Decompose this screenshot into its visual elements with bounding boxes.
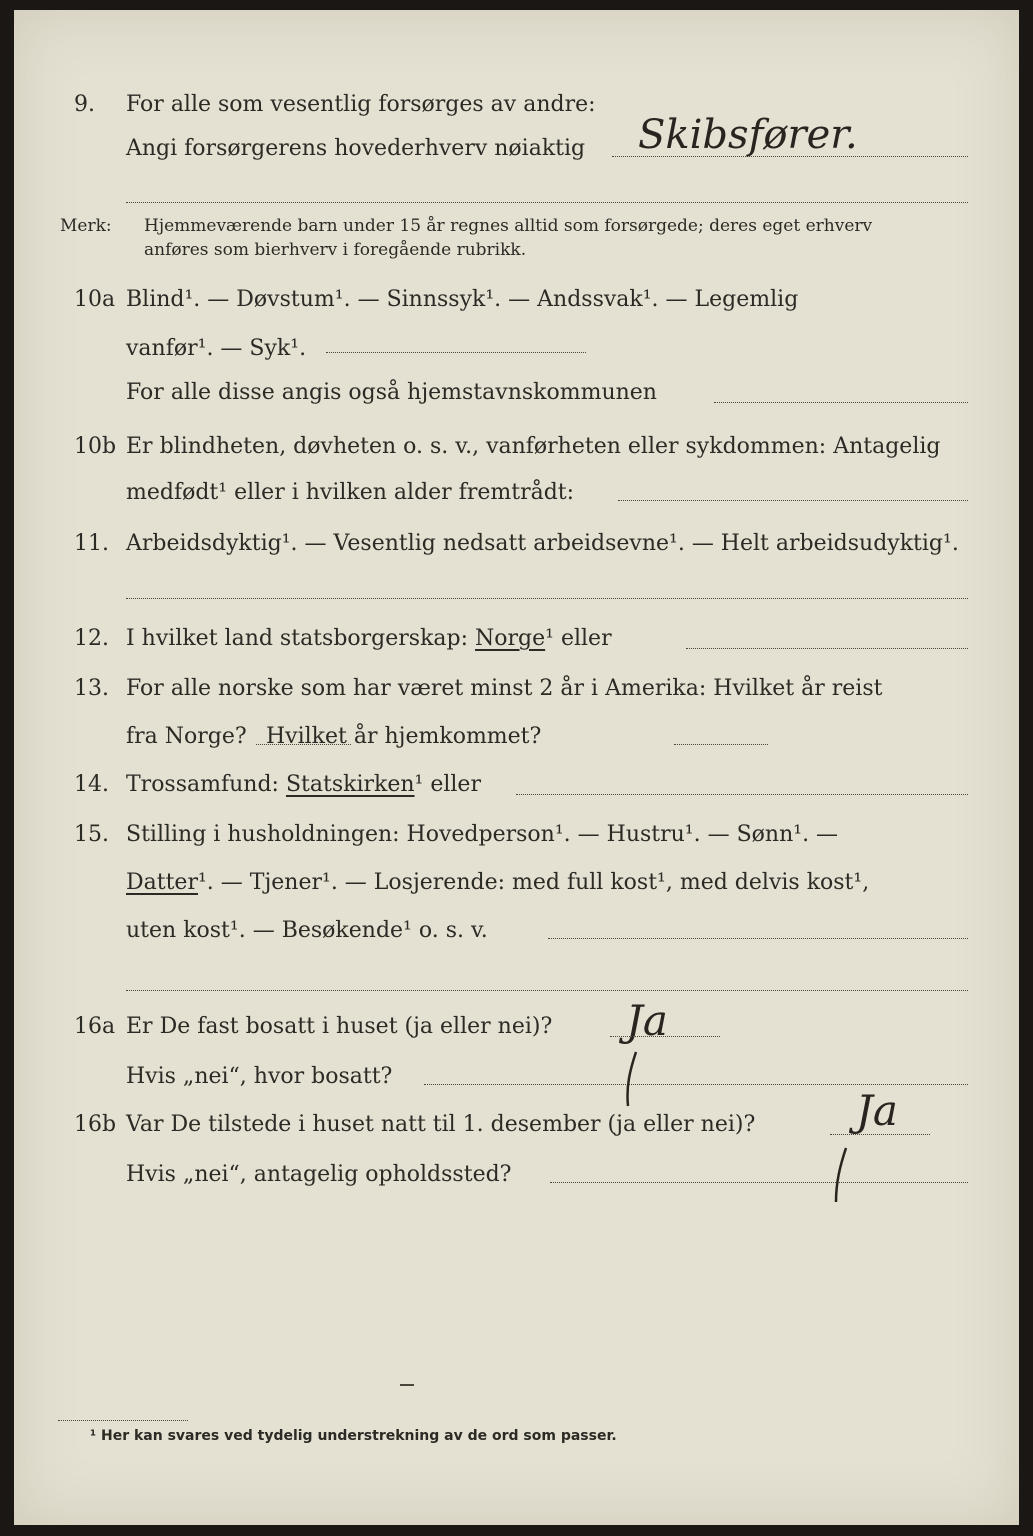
q15-line1: Stilling i husholdningen: Hovedperson¹. — Hustru¹. — Sønn¹. — bbox=[126, 822, 839, 847]
q14-number: 14. bbox=[74, 772, 109, 797]
q10a-number: 10a bbox=[74, 287, 116, 312]
census-form-page bbox=[14, 10, 1019, 1525]
q13-left-line bbox=[256, 744, 351, 745]
q16b-answer-line bbox=[830, 1134, 930, 1135]
q15-line2-rest: ¹. — Tjener¹. — Losjerende: med full kost¹, med delvis kost¹, bbox=[197, 870, 870, 895]
q16b-ditto-stroke bbox=[822, 1146, 862, 1206]
q13-line2a: fra Norge? bbox=[126, 724, 247, 749]
merk-line2: anføres som bierhverv i foregående rubrikk. bbox=[144, 240, 527, 260]
q15-line3: uten kost¹. — Besøkende¹ o. s. v. bbox=[126, 918, 488, 943]
q10a-line2: vanfør¹. — Syk¹. bbox=[126, 336, 307, 361]
q10a-home-line bbox=[714, 402, 968, 403]
footnote-divider bbox=[58, 1420, 188, 1421]
q13-line2b: Hvilket år hjemkommet? bbox=[266, 724, 542, 749]
q12-pre: I hvilket land statsborgerskap: bbox=[126, 626, 469, 651]
q16a-ditto-stroke bbox=[614, 1050, 654, 1110]
q11-number: 11. bbox=[74, 531, 109, 556]
q16a-line1: Er De fast bosatt i huset (ja eller nei)? bbox=[126, 1014, 553, 1039]
q14-post: ¹ eller bbox=[414, 772, 481, 797]
q16b-number: 16b bbox=[74, 1112, 117, 1137]
q15-line-2 bbox=[126, 990, 968, 991]
merk-line1: Hjemmeværende barn under 15 år regnes alltid som forsørgede; deres eget erhverv bbox=[144, 216, 873, 236]
q14-underlined: Statskirken bbox=[285, 772, 415, 797]
q11-line bbox=[126, 598, 968, 599]
q14-text bbox=[126, 768, 481, 802]
q15-line bbox=[548, 938, 968, 939]
q16b-place-line bbox=[550, 1182, 968, 1183]
q12-text bbox=[126, 622, 612, 656]
q9-answer-line-2 bbox=[126, 202, 968, 203]
q16b-line2: Hvis „nei“, antagelig opholdssted? bbox=[126, 1162, 512, 1187]
q10a-sick-line bbox=[326, 352, 586, 353]
q16a-residence-line bbox=[424, 1084, 968, 1085]
q16b-line1: Var De tilstede i huset natt til 1. desember (ja eller nei)? bbox=[126, 1112, 756, 1137]
q15-line2-underlined: Datter bbox=[126, 870, 198, 895]
merk-label: Merk: bbox=[60, 216, 112, 236]
q14-pre: Trossamfund: bbox=[126, 772, 279, 797]
q10a-line1: Blind¹. — Døvstum¹. — Sinnssyk¹. — Andssvak¹. — Legemlig bbox=[126, 287, 799, 312]
q15-line2 bbox=[126, 866, 869, 900]
q9-handwritten-answer: Skibsfører. bbox=[638, 112, 858, 158]
q10b-age-line bbox=[618, 500, 968, 501]
q16a-number: 16a bbox=[74, 1014, 116, 1039]
q12-post: ¹ eller bbox=[545, 626, 612, 651]
center-mark bbox=[400, 1384, 414, 1386]
q9-line1: For alle som vesentlig forsørges av andre: bbox=[126, 92, 596, 117]
q10a-line3: For alle disse angis også hjemstavnskommunen bbox=[126, 380, 657, 405]
q16a-handwritten-answer: Ja bbox=[626, 996, 668, 1045]
q15-number: 15. bbox=[74, 822, 109, 847]
q12-number: 12. bbox=[74, 626, 109, 651]
q13-line1: For alle norske som har været minst 2 år i Amerika: Hvilket år reist bbox=[126, 676, 883, 701]
q11-line1: Arbeidsdyktig¹. — Vesentlig nedsatt arbeidsevne¹. — Helt arbeidsudyktig¹. bbox=[126, 531, 959, 556]
q12-underlined: Norge bbox=[475, 626, 546, 651]
q16a-line2: Hvis „nei“, hvor bosatt? bbox=[126, 1064, 393, 1089]
q12-line bbox=[686, 648, 968, 649]
q9-number: 9. bbox=[74, 92, 95, 117]
q10b-line2: medfødt¹ eller i hvilken alder fremtrådt: bbox=[126, 480, 575, 505]
q9-line2: Angi forsørgerens hovederhverv nøiaktig bbox=[126, 136, 586, 161]
q10b-line1: Er blindheten, døvheten o. s. v., vanførheten eller sykdommen: Antagelig bbox=[126, 434, 941, 459]
q10b-number: 10b bbox=[74, 434, 117, 459]
q16a-answer-line bbox=[610, 1036, 720, 1037]
footnote: ¹ Her kan svares ved tydelig understrekning av de ord som passer. bbox=[90, 1428, 617, 1444]
q13-right-line bbox=[674, 744, 768, 745]
q14-line bbox=[516, 794, 968, 795]
q13-number: 13. bbox=[74, 676, 109, 701]
q16b-handwritten-answer: Ja bbox=[856, 1086, 898, 1135]
